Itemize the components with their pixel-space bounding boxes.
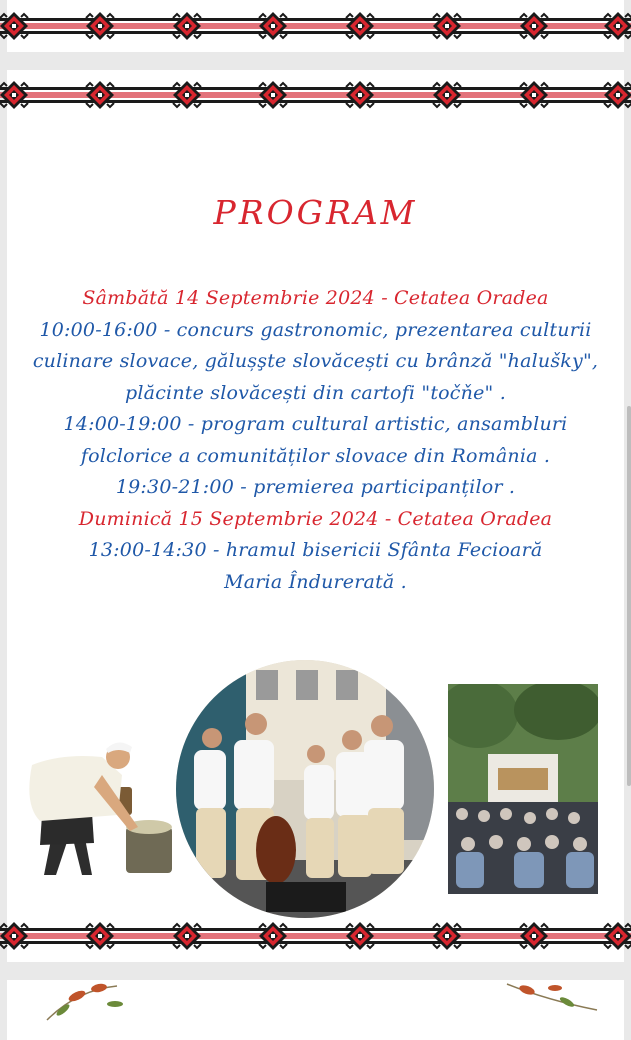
embroidery-border-icon — [0, 78, 631, 112]
leaf-branch-icon — [7, 980, 624, 1024]
photo-festival-audience — [448, 684, 598, 894]
embroidery-border-icon — [0, 9, 631, 43]
schedule-line: 19:30-21:00 - premierea participanților . — [115, 476, 516, 498]
saturday-heading: Sâmbătă 14 Septembrie 2024 - Cetatea Oradea — [82, 287, 549, 309]
schedule-line: 10:00-16:00 - concurs gastronomic, prezentarea culturii — [39, 318, 592, 341]
top-card — [7, 0, 624, 52]
schedule-line: 13:00-14:30 - hramul bisericii Sfânta Fecioară — [88, 539, 543, 561]
scrollbar[interactable] — [627, 406, 631, 786]
schedule-line: folclorice a comunităților slovace din România . — [80, 444, 551, 467]
schedule-line: 14:00-19:00 - program cultural artistic, ansambluri — [63, 413, 568, 435]
schedule-line: culinare slovace, gălușşte slovăcești cu brânză "halušky", — [32, 350, 599, 372]
embroidery-border-icon — [0, 919, 631, 953]
sunday-heading: Duminică 15 Septembrie 2024 - Cetatea Oradea — [78, 507, 553, 530]
program-schedule — [0, 283, 631, 598]
next-section-card — [7, 980, 624, 1040]
schedule-line: Maria Îndurerată . — [224, 570, 407, 593]
photo-man-cooking — [22, 735, 182, 880]
schedule-line: plăcinte slovăcești din cartofi "točňe" . — [125, 381, 506, 404]
photo-folk-dancers — [176, 660, 434, 918]
program-title: PROGRAM — [213, 193, 418, 232]
